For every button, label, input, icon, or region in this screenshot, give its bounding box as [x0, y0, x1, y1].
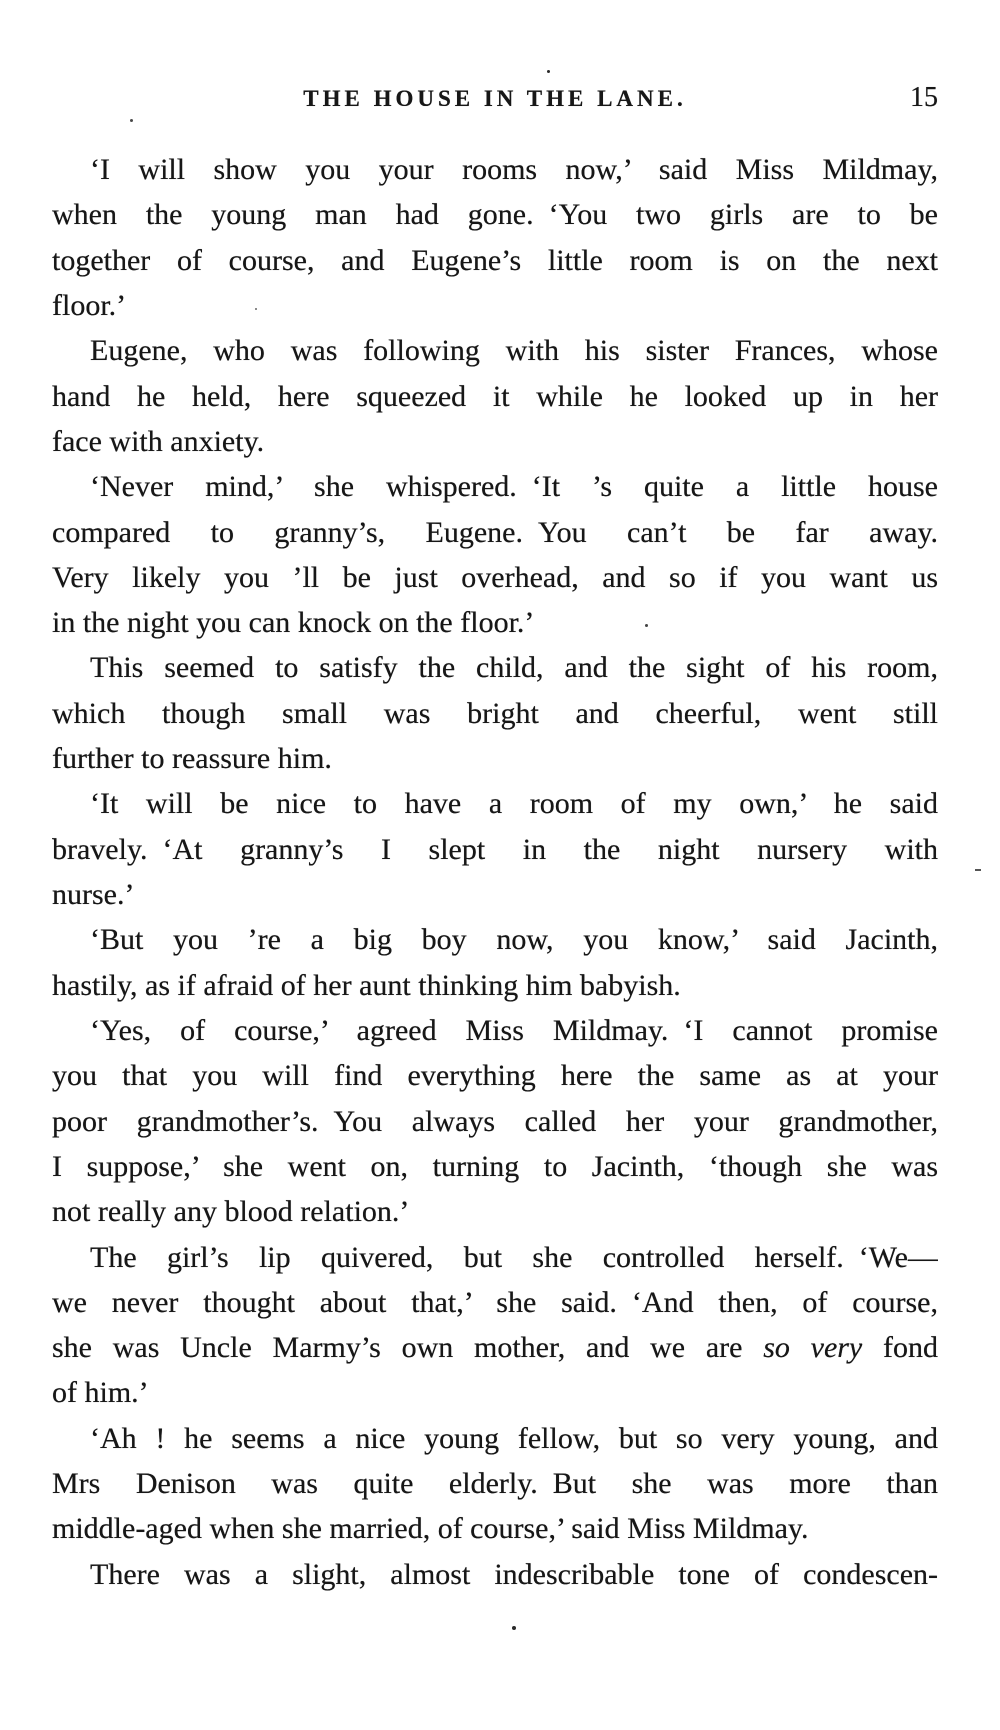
text-line: of him.’ — [52, 1376, 149, 1410]
text-line: Mrs Denison was quite elderly. But she was more than — [52, 1467, 938, 1501]
text-line: ‘It will be nice to have a room of my own,’ he said — [90, 787, 938, 821]
text-line: Eugene, who was following with his sister Frances, whose — [90, 334, 938, 368]
text-line: face with anxiety. — [52, 424, 265, 458]
scan-speck — [645, 624, 648, 627]
text-line: ‘But you ’re a big boy now, you know,’ said Jacinth, — [90, 923, 938, 957]
scan-speck — [255, 308, 257, 310]
text-line: bravely. ‘At granny’s I slept in the night nursery with — [52, 832, 938, 866]
text-line: There was a slight, almost indescribable tone of condescen- — [90, 1557, 938, 1591]
text-line: middle-aged when she married, of course,’ said Miss Mildmay. — [52, 1512, 809, 1546]
running-title: THE HOUSE IN THE LANE. — [303, 86, 687, 111]
text-line: in the night you can knock on the floor.’ — [52, 606, 535, 640]
text-line: together of course, and Eugene’s little room is on the next — [52, 243, 938, 277]
text-line: not really any blood relation.’ — [52, 1195, 410, 1229]
text-block — [52, 147, 938, 1597]
text-line: ‘I will show you your rooms now,’ said Miss Mildmay, — [90, 153, 938, 186]
text-line: hand he held, here squeezed it while he looked up in her — [52, 379, 938, 413]
text-line: she was Uncle Marmy’s own mother, and we are so very fond — [52, 1331, 938, 1365]
text-line: hastily, as if afraid of her aunt thinking him babyish. — [52, 968, 681, 1002]
text-line: floor.’ — [52, 288, 127, 322]
text-line: ‘Ah ! he seems a nice young fellow, but so very young, and — [90, 1421, 938, 1455]
text-line: nurse.’ — [52, 878, 135, 911]
scan-speck — [547, 70, 550, 73]
page-header — [52, 82, 938, 120]
text-line: which though small was bright and cheerful, went still — [52, 696, 938, 730]
text-line: The girl’s lip quivered, but she controlled herself. ‘We— — [90, 1240, 938, 1274]
text-line: ‘Never mind,’ she whispered. ‘It ’s quite a little house — [90, 470, 938, 504]
text-line: poor grandmother’s. You always called her your grandmother, — [52, 1104, 938, 1138]
text-line: I suppose,’ she went on, turning to Jacinth, ‘though she was — [52, 1149, 938, 1183]
text-line: ‘Yes, of course,’ agreed Miss Mildmay. ‘I cannot promise — [90, 1013, 938, 1047]
text-line: further to reassure him. — [52, 742, 332, 776]
scan-speck — [975, 869, 981, 871]
text-line: you that you will find everything here the same as at your — [52, 1059, 938, 1093]
text-line: we never thought about that,’ she said. ‘And then, of course, — [52, 1285, 938, 1319]
text-line: when the young man had gone. ‘You two girls are to be — [52, 198, 938, 232]
scan-speck — [512, 1626, 516, 1630]
scan-speck — [130, 119, 133, 122]
text-line: This seemed to satisfy the child, and the sight of his room, — [90, 651, 938, 685]
page-number: 15 — [910, 82, 938, 113]
text-line: Very likely you ’ll be just overhead, and so if you want us — [52, 560, 938, 594]
text-line: compared to granny’s, Eugene. You can’t be far away. — [52, 515, 938, 549]
